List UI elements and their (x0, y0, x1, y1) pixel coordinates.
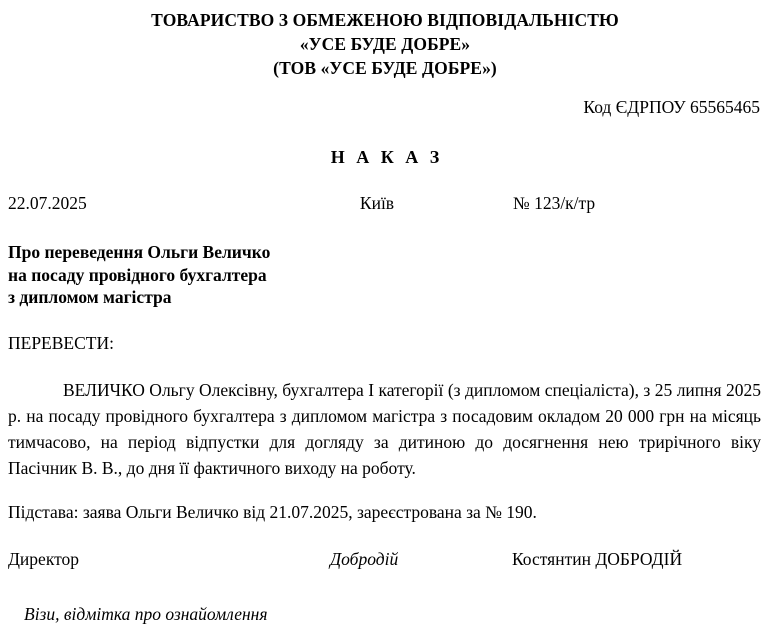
handwritten-signature: Добродій (330, 548, 399, 569)
signatory-name: Костянтин ДОБРОДІЙ (512, 548, 683, 569)
subject-line-3: з дипломом магістра (8, 287, 172, 307)
registration-code: Код ЄДРПОУ 65565465 (583, 97, 760, 117)
document-type-title: Н А К А З (330, 147, 443, 167)
organization-name-short: (ТОВ «УСЕ БУДЕ ДОБРЕ») (273, 58, 497, 78)
document-meta-row (8, 191, 762, 215)
organization-name-full: ТОВАРИСТВО З ОБМЕЖЕНОЮ ВІДПОВІДАЛЬНІСТЮ (151, 10, 619, 30)
document-subject (8, 241, 762, 309)
directive-keyword: ПЕРЕВЕСТИ: (8, 332, 114, 353)
document-place: Київ (359, 193, 395, 213)
subject-line-1: Про переведення Ольги Величко (8, 242, 271, 262)
order-body-text: ВЕЛИЧКО Ольгу Олексівну, бухгалтера I категорії (з дипломом спеціаліста), з 25 липня 2025 р. на посаду провідного бухгалтера з дипломом магістра з посадовим окладом 20 000 грн на місяць тимчасово, на період відпустки для догляду за дитиною до досягнення нею трирічного віку Пасічник В. В., до дня її фактичного виходу на роботу. (8, 379, 761, 478)
signature-block (8, 546, 762, 572)
organization-name-quoted: «УСЕ БУДЕ ДОБРЕ» (299, 34, 471, 54)
subject-line-2: на посаду провідного бухгалтера (8, 264, 267, 285)
approval-note: Візи, відмітка про ознайомлення (24, 603, 268, 624)
signatory-position: Директор (8, 548, 80, 569)
organization-header (8, 0, 762, 80)
document-date: 22.07.2025 (8, 193, 87, 213)
document-number: № 123/к/тр (513, 193, 596, 213)
basis-reference: Підстава: заява Ольги Величко від 21.07.2025, зареєстрована за № 190. (8, 501, 537, 522)
